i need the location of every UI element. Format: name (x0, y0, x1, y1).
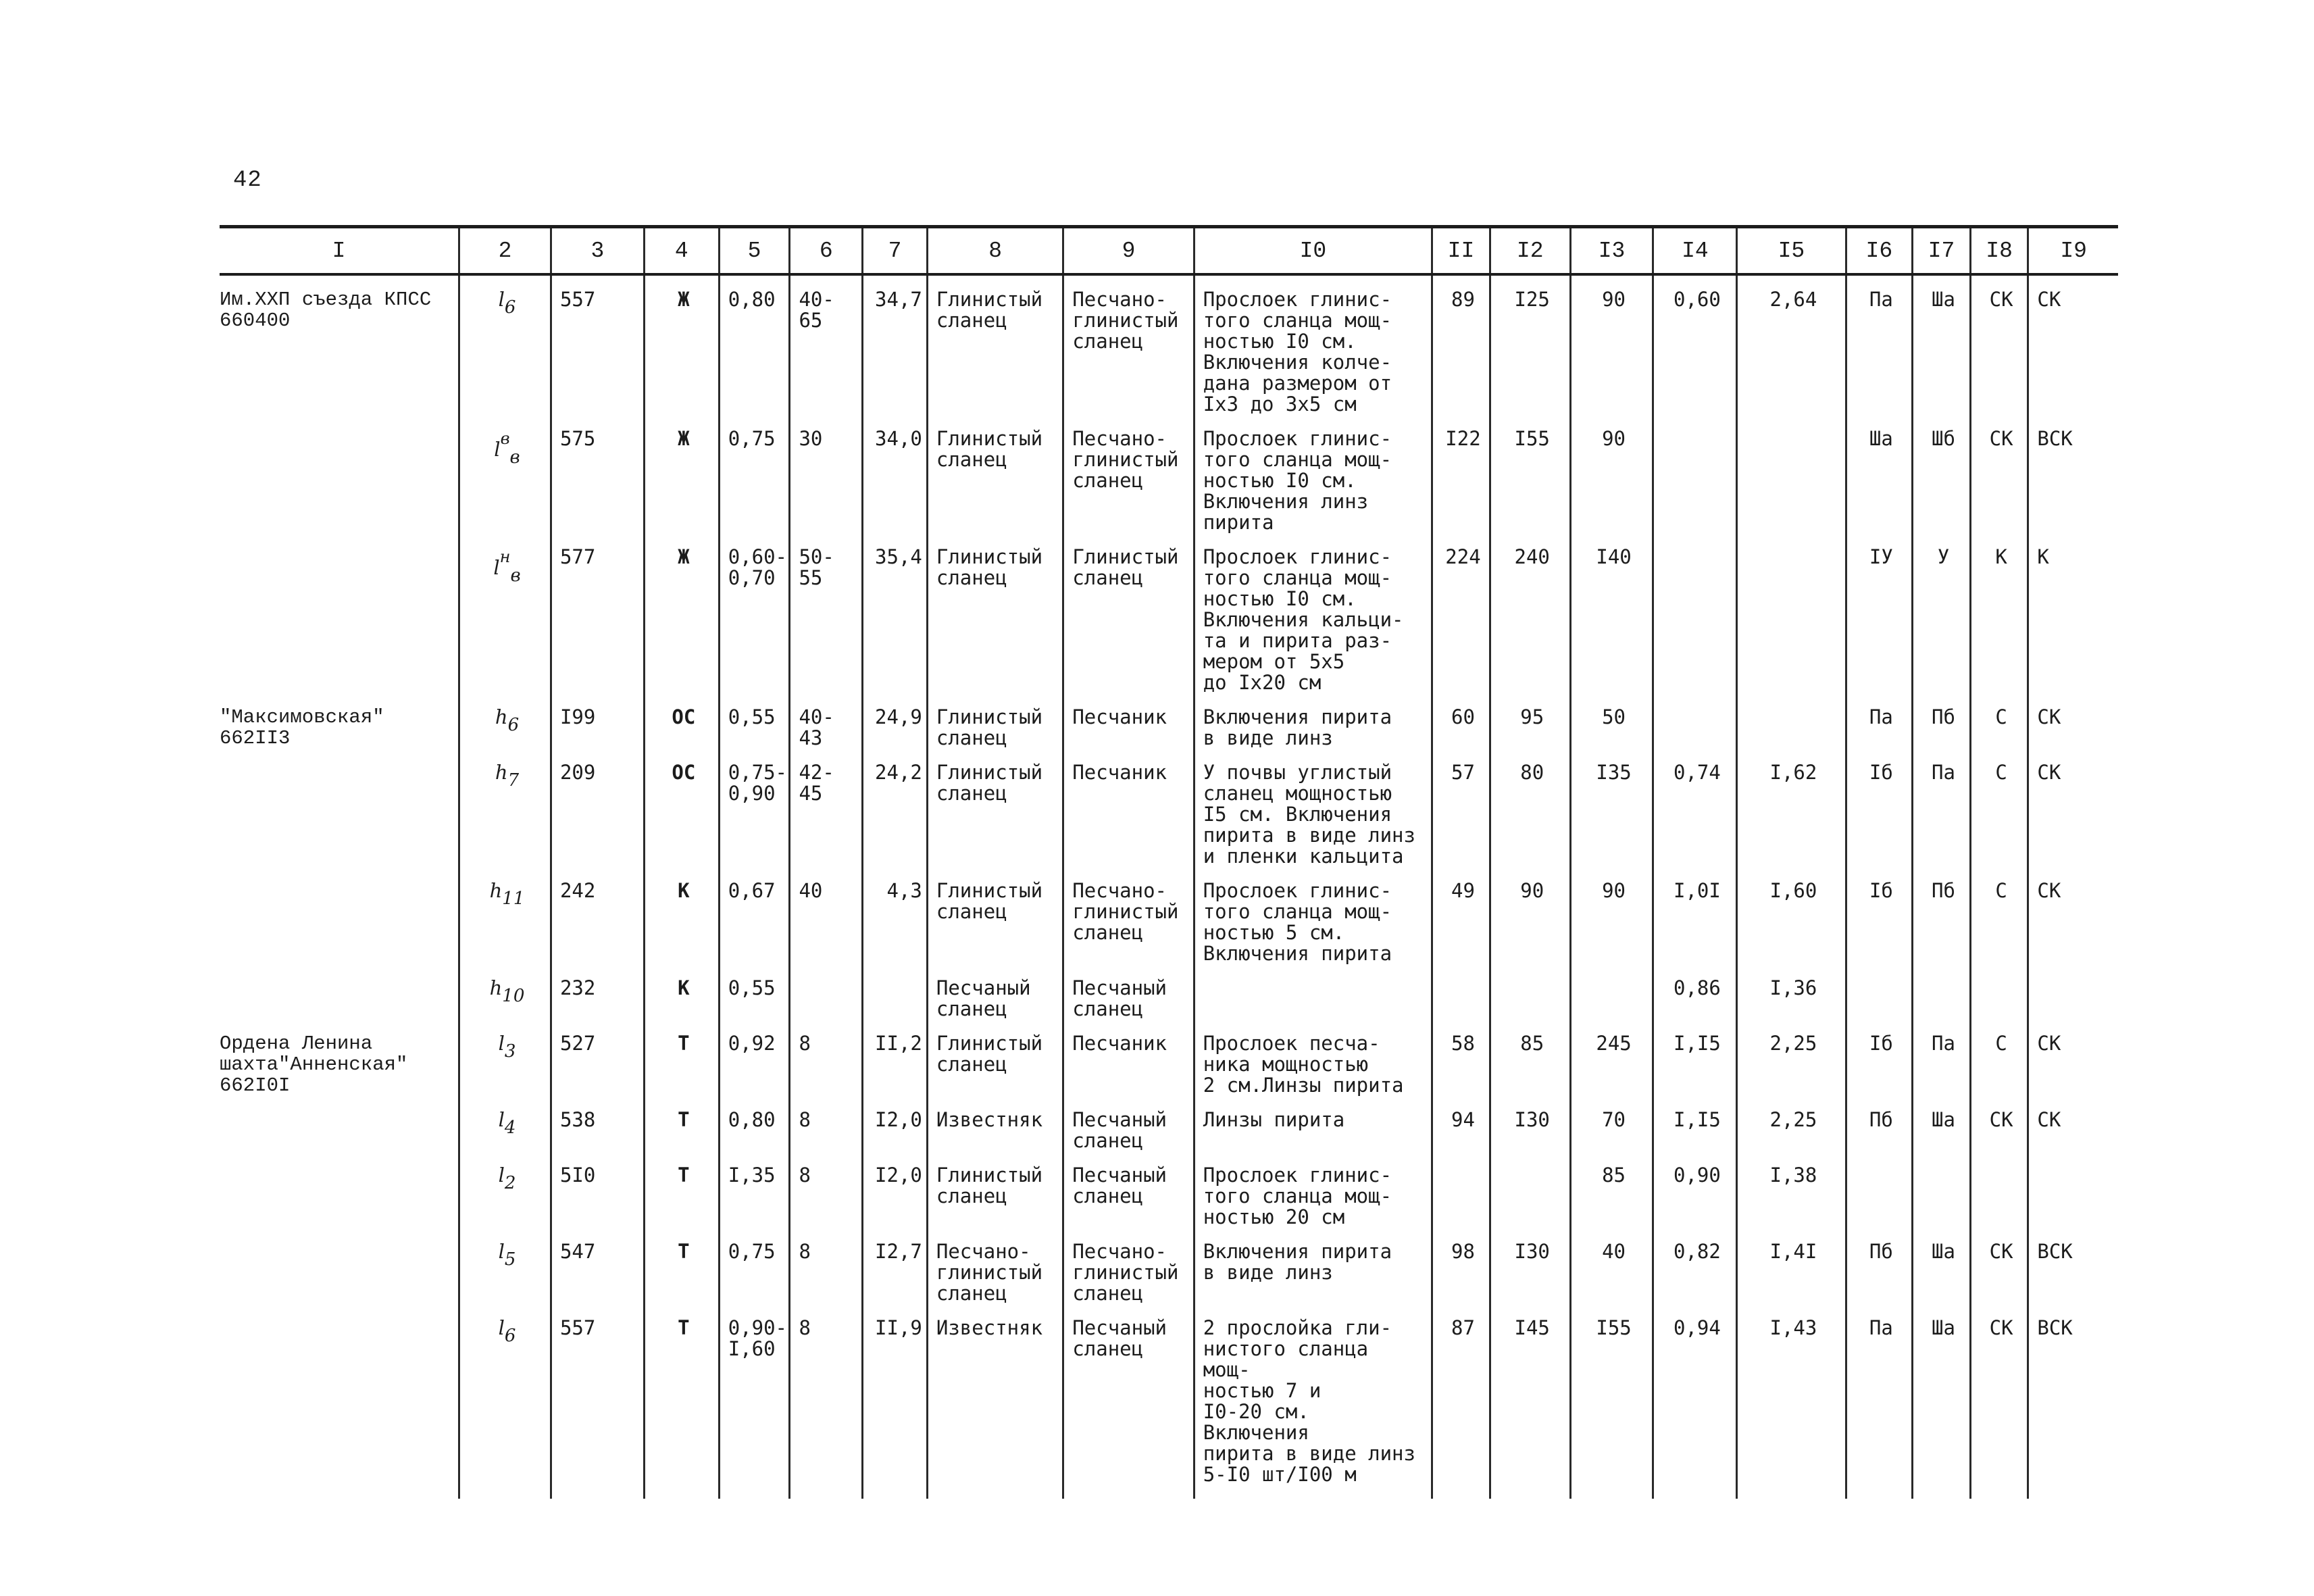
table-row (220, 867, 2118, 964)
cell-c18: СК (1970, 415, 2028, 533)
seam-subscript: 11 (502, 889, 525, 909)
column-header: 2 (459, 227, 551, 275)
cell-c9: Глинистый сланец (1063, 533, 1194, 693)
cell-c10: Прослоек глинис- того сланца мощ- ностью 20 см (1194, 1151, 1432, 1228)
cell-c3: 209 (551, 749, 644, 867)
cell-c12: I25 (1490, 274, 1570, 415)
cell-c17: Шб (1913, 415, 1971, 533)
cell-c15: I,36 (1737, 964, 1846, 1020)
cell-c10: Линзы пирита (1194, 1096, 1432, 1151)
cell-c12: 85 (1490, 1020, 1570, 1096)
column-header: 4 (644, 227, 719, 275)
cell-c7: I2,0 (863, 1096, 928, 1151)
column-header: I5 (1737, 227, 1846, 275)
cell-c9: Песчаник (1063, 749, 1194, 867)
cell-c16: Iб (1846, 1020, 1913, 1096)
cell-c11: 49 (1432, 867, 1490, 964)
cell-c8: Известняк (927, 1304, 1063, 1499)
cell-c4: Т (644, 1228, 719, 1304)
cell-c13: I55 (1570, 1304, 1653, 1499)
cell-c12: I30 (1490, 1228, 1570, 1304)
cell-c19: ВСК (2028, 1304, 2118, 1499)
seam-subscript: 10 (502, 986, 525, 1006)
cell-c9: Песчаный сланец (1063, 1304, 1194, 1499)
seam-index-cell (459, 1096, 551, 1151)
cell-c16 (1846, 964, 1913, 1020)
cell-c15: I,62 (1737, 749, 1846, 867)
cell-c18: С (1970, 867, 2028, 964)
column-header: 6 (790, 227, 863, 275)
cell-c18: С (1970, 1020, 2028, 1096)
cell-c11: 87 (1432, 1304, 1490, 1499)
cell-c12: I30 (1490, 1096, 1570, 1151)
table-row (220, 1096, 2118, 1151)
cell-c19: СК (2028, 1096, 2118, 1151)
cell-c5: I,35 (719, 1151, 790, 1228)
cell-c19: СК (2028, 749, 2118, 867)
cell-c19: СК (2028, 274, 2118, 415)
seam-letter: l (498, 1032, 505, 1055)
cell-c15: 2,64 (1737, 274, 1846, 415)
cell-c16: Ша (1846, 415, 1913, 533)
seam-index-cell (459, 693, 551, 749)
cell-c14: 0,74 (1653, 749, 1737, 867)
cell-c17: Па (1913, 749, 1971, 867)
cell-c5: 0,75 (719, 1228, 790, 1304)
seam-index-cell (459, 1151, 551, 1228)
column-header: I8 (1970, 227, 2028, 275)
seam-subscript: в (509, 447, 520, 468)
cell-c12 (1490, 1151, 1570, 1228)
seam-letter: h (489, 976, 503, 999)
cell-c18: СК (1970, 1228, 2028, 1304)
cell-c19: СК (2028, 1020, 2118, 1096)
seam-subscript: 4 (504, 1118, 516, 1138)
column-header: I0 (1194, 227, 1432, 275)
cell-c11: 89 (1432, 274, 1490, 415)
column-header: I9 (2028, 227, 2118, 275)
cell-c8: Песчаный сланец (927, 964, 1063, 1020)
cell-c19: СК (2028, 867, 2118, 964)
cell-c15: I,43 (1737, 1304, 1846, 1499)
cell-c11: 60 (1432, 693, 1490, 749)
table-row (220, 533, 2118, 693)
seam-subscript: в (510, 566, 521, 586)
cell-c6: 8 (790, 1228, 863, 1304)
cell-c7 (863, 964, 928, 1020)
mine-name-cell (220, 749, 459, 867)
cell-c12: I55 (1490, 415, 1570, 533)
column-header: 8 (927, 227, 1063, 275)
cell-c6: 40- 65 (790, 274, 863, 415)
column-header: I2 (1490, 227, 1570, 275)
header-row (220, 227, 2118, 275)
cell-c14: 0,90 (1653, 1151, 1737, 1228)
seam-letter: l (493, 556, 500, 579)
seam-subscript: 7 (507, 770, 520, 791)
column-header: I3 (1570, 227, 1653, 275)
cell-c16: Па (1846, 1304, 1913, 1499)
cell-c5: 0,75 (719, 415, 790, 533)
cell-c4: Ж (644, 274, 719, 415)
mine-name-cell: Им.XXП съезда КПСС 660400 (220, 289, 432, 332)
cell-c3: 557 (551, 1304, 644, 1499)
cell-c6: 40- 43 (790, 693, 863, 749)
table-row (220, 693, 2118, 749)
seam-index-cell (459, 533, 551, 693)
cell-c9: Песчаный сланец (1063, 1151, 1194, 1228)
cell-c10: Прослоек глинис- того сланца мощ- ностью I0 см. Включения колче- дана размером от Iх3 до 3х5 см (1194, 274, 1432, 415)
mine-name-cell (220, 415, 459, 533)
column-header: 7 (863, 227, 928, 275)
table-row (220, 964, 2118, 1020)
cell-c13: 90 (1570, 867, 1653, 964)
seam-table (220, 225, 2118, 1499)
cell-c8: Глинистый сланец (927, 693, 1063, 749)
cell-c6: 8 (790, 1304, 863, 1499)
cell-c3: 538 (551, 1096, 644, 1151)
cell-c5: 0,60- 0,70 (719, 533, 790, 693)
table-body (220, 274, 2118, 1499)
cell-c12: 240 (1490, 533, 1570, 693)
mine-name-cell (220, 1151, 459, 1228)
cell-c17: Пб (1913, 867, 1971, 964)
cell-c15 (1737, 533, 1846, 693)
cell-c10: Прослоек глинис- того сланца мощ- ностью I0 см. Включения кальци- та и пирита раз- мером от 5х5 до Iх20 см (1194, 533, 1432, 693)
cell-c13: 50 (1570, 693, 1653, 749)
cell-c15: I,60 (1737, 867, 1846, 964)
seam-index-cell (459, 1020, 551, 1096)
cell-c13: 90 (1570, 415, 1653, 533)
cell-c4: К (644, 964, 719, 1020)
table-row (220, 1151, 2118, 1228)
cell-c19: К (2028, 533, 2118, 693)
cell-c8: Известняк (927, 1096, 1063, 1151)
cell-c17: Ша (1913, 1304, 1971, 1499)
cell-c13: I40 (1570, 533, 1653, 693)
cell-c11: 57 (1432, 749, 1490, 867)
cell-c17: Па (1913, 1020, 1971, 1096)
cell-c11 (1432, 964, 1490, 1020)
cell-c5: 0,75- 0,90 (719, 749, 790, 867)
column-header: I4 (1653, 227, 1737, 275)
cell-c8: Глинистый сланец (927, 533, 1063, 693)
seam-subscript: 6 (507, 715, 520, 735)
cell-c18 (1970, 1151, 2028, 1228)
cell-c9: Песчано- глинистый сланец (1063, 415, 1194, 533)
cell-c11: 98 (1432, 1228, 1490, 1304)
cell-c7: 34,0 (863, 415, 928, 533)
cell-c13 (1570, 964, 1653, 1020)
cell-c10: Прослоек песча- ника мощностью 2 см.Линзы пирита (1194, 1020, 1432, 1096)
cell-c5: 0,55 (719, 693, 790, 749)
cell-c10: Включения пирита в виде линз (1194, 693, 1432, 749)
column-header: I6 (1846, 227, 1913, 275)
cell-c10: Включения пирита в виде линз (1194, 1228, 1432, 1304)
cell-c3: 232 (551, 964, 644, 1020)
seam-letter: l (498, 1108, 505, 1131)
cell-c4: Т (644, 1151, 719, 1228)
table-row (220, 749, 2118, 867)
cell-c17: Ша (1913, 1228, 1971, 1304)
cell-c3: 577 (551, 533, 644, 693)
cell-c6: 40 (790, 867, 863, 964)
cell-c6: 42- 45 (790, 749, 863, 867)
cell-c13: 245 (1570, 1020, 1653, 1096)
cell-c9: Песчаник (1063, 1020, 1194, 1096)
column-header: 3 (551, 227, 644, 275)
column-header: 5 (719, 227, 790, 275)
column-header: I7 (1913, 227, 1971, 275)
cell-c16: Па (1846, 693, 1913, 749)
cell-c18: СК (1970, 1096, 2028, 1151)
mine-name-cell (220, 867, 459, 964)
seam-index-cell (459, 1228, 551, 1304)
cell-c10: У почвы углистый сланец мощностью I5 см. Включения пирита в виде линз и пленки кальцита (1194, 749, 1432, 867)
cell-c14: I,0I (1653, 867, 1737, 964)
mine-name-cell (220, 1304, 459, 1499)
cell-c7: I2,0 (863, 1151, 928, 1228)
cell-c5: 0,80 (719, 1096, 790, 1151)
cell-c11: 224 (1432, 533, 1490, 693)
cell-c14: 0,82 (1653, 1228, 1737, 1304)
seam-letter: l (494, 438, 501, 461)
seam-table-container (220, 225, 2118, 1499)
cell-c17 (1913, 964, 1971, 1020)
cell-c19 (2028, 1151, 2118, 1228)
table-row (220, 274, 2118, 415)
cell-c3: 575 (551, 415, 644, 533)
cell-c8: Глинистый сланец (927, 274, 1063, 415)
cell-c4: Т (644, 1096, 719, 1151)
cell-c10: 2 прослойка гли- нистого сланца мощ- ностью 7 и I0-20 см. Включения пирита в виде линз 5-I0 шт/I00 м (1194, 1304, 1432, 1499)
cell-c13: I35 (1570, 749, 1653, 867)
mine-name-cell: Ордена Ленина шахта"Анненская" 662I0I (220, 1032, 408, 1097)
seam-subscript: 5 (504, 1249, 516, 1270)
cell-c9: Песчаный сланец (1063, 964, 1194, 1020)
cell-c7: 35,4 (863, 533, 928, 693)
seam-index-cell (459, 274, 551, 415)
table-row (220, 1304, 2118, 1499)
cell-c6: 30 (790, 415, 863, 533)
cell-c5: 0,90- I,60 (719, 1304, 790, 1499)
seam-index-cell (459, 964, 551, 1020)
cell-c14 (1653, 533, 1737, 693)
cell-c3: 5I0 (551, 1151, 644, 1228)
cell-c12: 80 (1490, 749, 1570, 867)
seam-letter: l (498, 1316, 505, 1339)
cell-c17: Ша (1913, 274, 1971, 415)
cell-c14: 0,60 (1653, 274, 1737, 415)
cell-c17 (1913, 1151, 1971, 1228)
seam-index-cell (459, 867, 551, 964)
seam-letter: l (498, 1240, 505, 1263)
cell-c9: Песчано- глинистый сланец (1063, 274, 1194, 415)
cell-c6: 50- 55 (790, 533, 863, 693)
cell-c14: I,I5 (1653, 1020, 1737, 1096)
cell-c8: Глинистый сланец (927, 1020, 1063, 1096)
cell-c12: I45 (1490, 1304, 1570, 1499)
column-header: II (1432, 227, 1490, 275)
table-row (220, 1228, 2118, 1304)
cell-c8: Песчано- глинистый сланец (927, 1228, 1063, 1304)
cell-c4: Ж (644, 533, 719, 693)
cell-c3: 527 (551, 1020, 644, 1096)
cell-c7: 24,9 (863, 693, 928, 749)
cell-c16: Па (1846, 274, 1913, 415)
cell-c4: ОС (644, 749, 719, 867)
cell-c3: 547 (551, 1228, 644, 1304)
column-header: 9 (1063, 227, 1194, 275)
cell-c8: Глинистый сланец (927, 1151, 1063, 1228)
seam-letter: l (498, 1164, 505, 1187)
cell-c13: 85 (1570, 1151, 1653, 1228)
cell-c19: ВСК (2028, 415, 2118, 533)
seam-superscript: в (500, 429, 510, 448)
cell-c15: I,4I (1737, 1228, 1846, 1304)
cell-c12 (1490, 964, 1570, 1020)
seam-subscript: 2 (504, 1173, 516, 1193)
cell-c18: С (1970, 693, 2028, 749)
cell-c7: 4,3 (863, 867, 928, 964)
cell-c13: 40 (1570, 1228, 1653, 1304)
cell-c17: Пб (1913, 693, 1971, 749)
cell-c14: 0,86 (1653, 964, 1737, 1020)
cell-c9: Песчано- глинистый сланец (1063, 867, 1194, 964)
cell-c3: 242 (551, 867, 644, 964)
cell-c18: К (1970, 533, 2028, 693)
cell-c15: 2,25 (1737, 1020, 1846, 1096)
cell-c8: Глинистый сланец (927, 415, 1063, 533)
cell-c16 (1846, 1151, 1913, 1228)
seam-letter: h (489, 879, 503, 902)
cell-c7: I2,7 (863, 1228, 928, 1304)
cell-c7: II,2 (863, 1020, 928, 1096)
cell-c9: Песчано- глинистый сланец (1063, 1228, 1194, 1304)
cell-c18: СК (1970, 274, 2028, 415)
cell-c7: 34,7 (863, 274, 928, 415)
cell-c14: 0,94 (1653, 1304, 1737, 1499)
seam-letter: h (495, 761, 508, 784)
cell-c14: I,I5 (1653, 1096, 1737, 1151)
cell-c16: Пб (1846, 1228, 1913, 1304)
cell-c7: II,9 (863, 1304, 928, 1499)
cell-c6: 8 (790, 1151, 863, 1228)
cell-c10: Прослоек глинис- того сланца мощ- ностью I0 см. Включения линз пирита (1194, 415, 1432, 533)
cell-c15: I,38 (1737, 1151, 1846, 1228)
cell-c6 (790, 964, 863, 1020)
cell-c8: Глинистый сланец (927, 749, 1063, 867)
table-row (220, 415, 2118, 533)
cell-c14 (1653, 693, 1737, 749)
cell-c13: 90 (1570, 274, 1653, 415)
table-row (220, 1020, 2118, 1096)
cell-c4: К (644, 867, 719, 964)
seam-subscript: 6 (504, 1326, 516, 1346)
cell-c17: У (1913, 533, 1971, 693)
column-header: I (220, 227, 459, 275)
cell-c5: 0,55 (719, 964, 790, 1020)
cell-c11 (1432, 1151, 1490, 1228)
cell-c19: ВСК (2028, 1228, 2118, 1304)
cell-c5: 0,67 (719, 867, 790, 964)
cell-c8: Глинистый сланец (927, 867, 1063, 964)
cell-c13: 70 (1570, 1096, 1653, 1151)
cell-c12: 95 (1490, 693, 1570, 749)
page-number: 42 (233, 168, 262, 193)
cell-c18: С (1970, 749, 2028, 867)
seam-superscript: н (499, 547, 511, 566)
mine-name-cell (220, 1228, 459, 1304)
seam-index-cell (459, 749, 551, 867)
cell-c5: 0,80 (719, 274, 790, 415)
cell-c11: I22 (1432, 415, 1490, 533)
mine-name-cell: "Максимовская" 662II3 (220, 706, 384, 749)
cell-c4: ОС (644, 693, 719, 749)
cell-c6: 8 (790, 1096, 863, 1151)
mine-name-cell (220, 533, 459, 693)
cell-c4: Т (644, 1304, 719, 1499)
cell-c4: Т (644, 1020, 719, 1096)
cell-c3: I99 (551, 693, 644, 749)
cell-c9: Песчаный сланец (1063, 1096, 1194, 1151)
cell-c12: 90 (1490, 867, 1570, 964)
cell-c9: Песчаник (1063, 693, 1194, 749)
cell-c19 (2028, 964, 2118, 1020)
cell-c15 (1737, 415, 1846, 533)
cell-c11: 94 (1432, 1096, 1490, 1151)
cell-c18 (1970, 964, 2028, 1020)
seam-letter: h (495, 705, 508, 728)
cell-c16: Iб (1846, 749, 1913, 867)
cell-c15: 2,25 (1737, 1096, 1846, 1151)
cell-c17: Ша (1913, 1096, 1971, 1151)
cell-c4: Ж (644, 415, 719, 533)
seam-subscript: 3 (504, 1041, 516, 1062)
mine-name-cell (220, 1096, 459, 1151)
cell-c19: СК (2028, 693, 2118, 749)
cell-c18: СК (1970, 1304, 2028, 1499)
mine-name-cell (220, 964, 459, 1020)
cell-c10: Прослоек глинис- того сланца мощ- ностью 5 см. Включения пирита (1194, 867, 1432, 964)
cell-c7: 24,2 (863, 749, 928, 867)
cell-c16: IУ (1846, 533, 1913, 693)
cell-c11: 58 (1432, 1020, 1490, 1096)
cell-c14 (1653, 415, 1737, 533)
seam-index-cell (459, 1304, 551, 1499)
cell-c6: 8 (790, 1020, 863, 1096)
seam-subscript: 6 (504, 297, 516, 318)
seam-index-cell (459, 415, 551, 533)
seam-letter: l (498, 288, 505, 311)
cell-c16: Пб (1846, 1096, 1913, 1151)
cell-c10 (1194, 964, 1432, 1020)
cell-c16: Iб (1846, 867, 1913, 964)
cell-c5: 0,92 (719, 1020, 790, 1096)
cell-c3: 557 (551, 274, 644, 415)
cell-c15 (1737, 693, 1846, 749)
